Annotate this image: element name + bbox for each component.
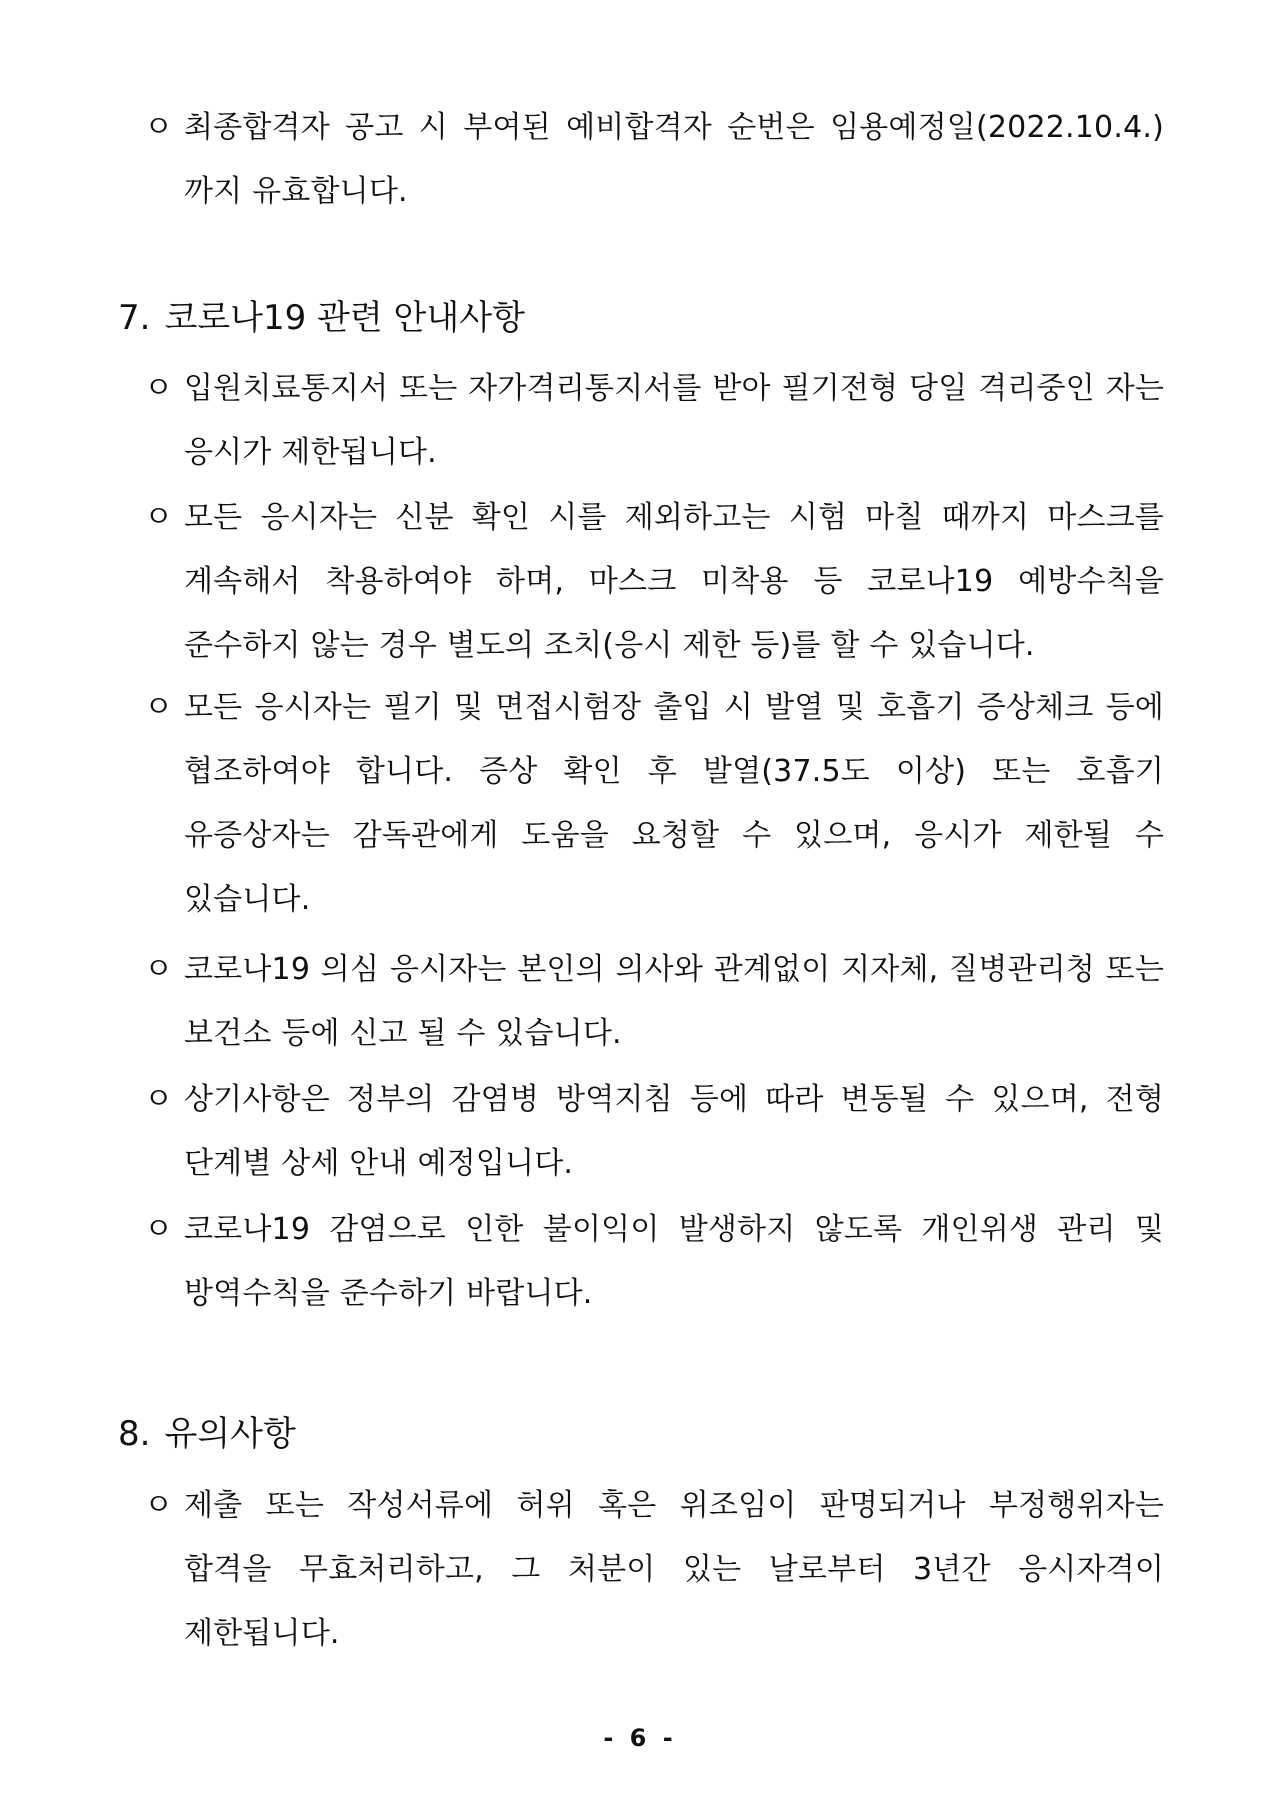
section-7-number: 7.	[118, 298, 151, 338]
list-item	[144, 1474, 1164, 1666]
list-item	[144, 676, 1164, 932]
bullet-icon: ㅇ	[144, 110, 173, 145]
section-8-title: 유의사항	[164, 1414, 296, 1454]
list-item	[144, 938, 1164, 1066]
section-8-number: 8.	[118, 1414, 151, 1454]
list-item-text: 제출 또는 작성서류에 허위 혹은 위조임이 판명되거나 부정행위자는 합격을 무효처리하고, 그 처분이 있는 날로부터 3년간 응시자격이 제한됩니다.	[184, 1488, 1164, 1651]
list-item-text: 최종합격자 공고 시 부여된 예비합격자 순번은 임용예정일(2022.10.4.) 까지 유효합니다.	[184, 110, 1164, 209]
list-item-text: 모든 응시자는 신분 확인 시를 제외하고는 시험 마칠 때까지 마스크를 계속해서 착용하여야 하며, 마스크 미착용 등 코로나19 예방수칙을 준수하지 않는 경우 별도의 조치(응시 제한 등)를 할 수 있습니다.	[184, 500, 1164, 663]
section-7-heading	[118, 294, 525, 342]
bullet-icon: ㅇ	[144, 1082, 173, 1117]
bullet-icon: ㅇ	[144, 690, 173, 725]
section-7-title: 코로나19 관련 안내사항	[164, 298, 525, 338]
bullet-icon: ㅇ	[144, 500, 173, 535]
list-item-text: 모든 응시자는 필기 및 면접시험장 출입 시 발열 및 호흡기 증상체크 등에 협조하여야 합니다. 증상 확인 후 발열(37.5도 이상) 또는 호흡기 유증상자는 감독관에게 도움을 요청할 수 있으며, 응시가 제한될 수 있습니다.	[184, 690, 1164, 917]
section-8-heading	[118, 1410, 296, 1458]
bullet-icon: ㅇ	[144, 1488, 173, 1523]
bullet-icon: ㅇ	[144, 952, 173, 987]
bullet-icon: ㅇ	[144, 1212, 173, 1247]
list-item-text: 상기사항은 정부의 감염병 방역지침 등에 따라 변동될 수 있으며, 전형 단계별 상세 안내 예정입니다.	[184, 1082, 1164, 1181]
bullet-icon: ㅇ	[144, 371, 173, 406]
list-item	[144, 357, 1164, 485]
list-item	[144, 486, 1164, 678]
list-item-text: 코로나19 감염으로 인한 불이익이 발생하지 않도록 개인위생 관리 및 방역수칙을 준수하기 바랍니다.	[184, 1212, 1164, 1311]
list-item	[144, 1068, 1164, 1196]
list-item	[144, 1198, 1164, 1326]
list-item-text: 코로나19 의심 응시자는 본인의 의사와 관계없이 지자체, 질병관리청 또는 보건소 등에 신고 될 수 있습니다.	[184, 952, 1164, 1051]
page-number: - 6 -	[603, 1724, 677, 1752]
list-item-text: 입원치료통지서 또는 자가격리통지서를 받아 필기전형 당일 격리중인 자는 응시가 제한됩니다.	[184, 371, 1164, 470]
list-item-intro	[144, 96, 1164, 224]
